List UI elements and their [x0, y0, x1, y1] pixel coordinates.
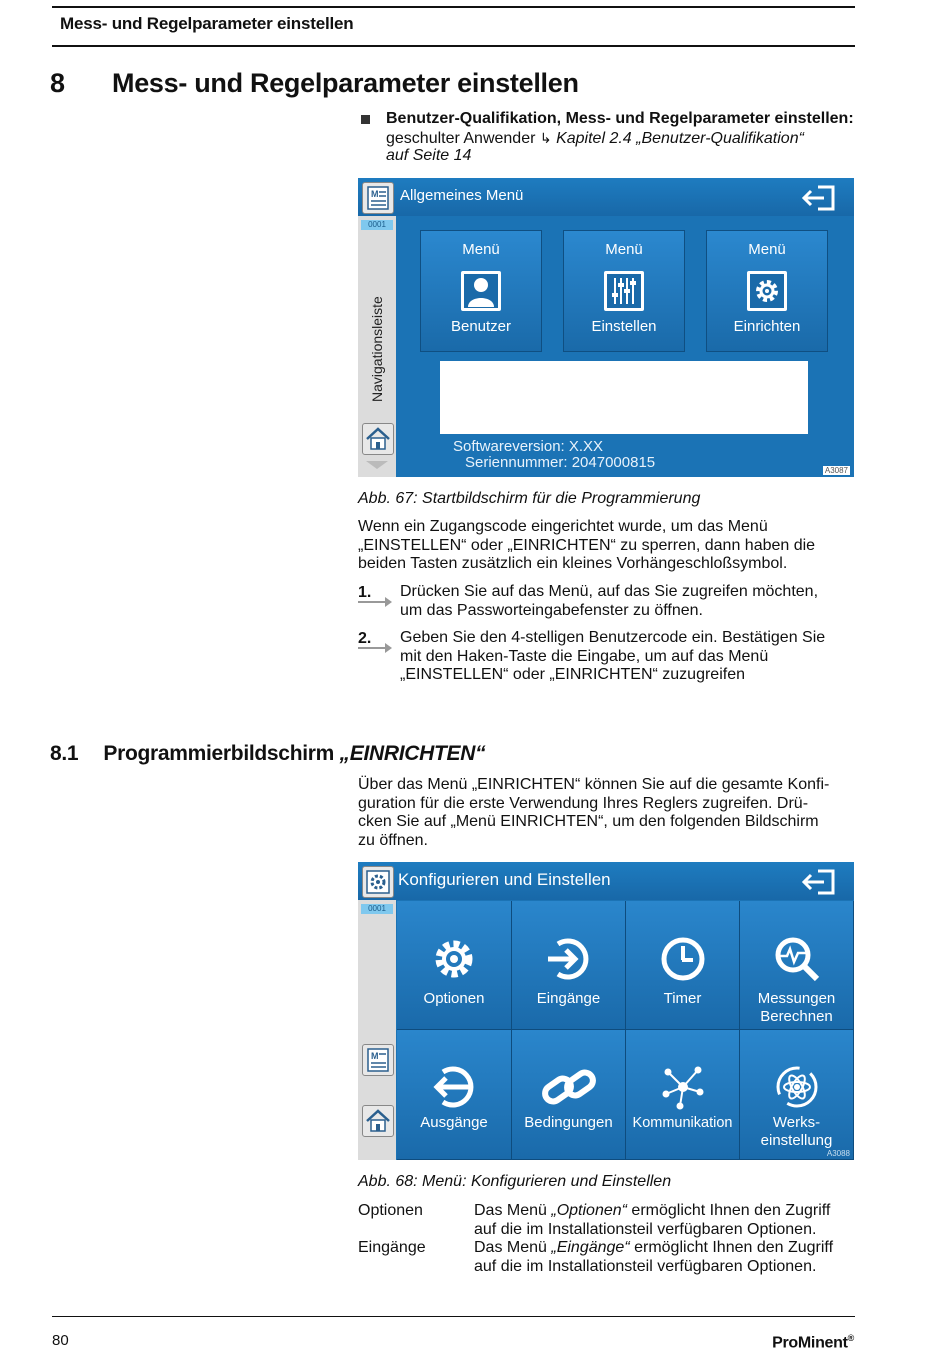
- gear-icon: [429, 934, 479, 989]
- bedingungen-label: Bedingungen: [524, 1114, 613, 1131]
- chain-link-icon: [541, 1062, 597, 1117]
- exit-icon[interactable]: [800, 868, 840, 901]
- settings-gear-icon[interactable]: [362, 866, 394, 898]
- messungen-tile[interactable]: [740, 901, 854, 1030]
- intro-line1: [386, 129, 804, 149]
- kommunikation-tile[interactable]: [626, 1030, 740, 1160]
- paragraph-line: cken Sie auf „Menü EINRICHTEN“, um den folgenden Bildschirm: [358, 813, 819, 830]
- kommunikation-label: Kommunikation: [632, 1115, 733, 1131]
- reference-arrow-icon: ↳: [539, 130, 552, 146]
- paragraph-line: Über das Menü „EINRICHTEN“ können Sie auf die gesamte Konfi-: [358, 776, 830, 793]
- header-top-rule: [52, 6, 855, 8]
- ausgaenge-label: Ausgänge: [420, 1114, 488, 1131]
- menu-benutzer-tile[interactable]: [420, 230, 542, 352]
- info-panel: [440, 361, 808, 434]
- section-title: Programmierbildschirm: [103, 742, 334, 765]
- paragraph-line: Wenn ein Zugangscode eingerichtet wurde, um das Menü: [358, 518, 768, 535]
- bedingungen-tile[interactable]: [512, 1030, 626, 1160]
- definition-text: [474, 1239, 833, 1276]
- einrichten-paragraph: [358, 776, 829, 850]
- section-title-emphasis: „EINRICHTEN“: [339, 742, 486, 765]
- scroll-down-icon[interactable]: [366, 461, 388, 469]
- step-line: um das Passworteingabefenster zu öffnen.: [400, 601, 703, 619]
- brand-name: ProMinent: [772, 1334, 848, 1352]
- figure-67-caption: Abb. 67: Startbildschirm für die Programmierung: [358, 490, 701, 507]
- tile-einrichten-label: Einrichten: [733, 318, 801, 335]
- paragraph-line: guration für die erste Verwendung Ihres Reglers zugreifen. Drü-: [358, 794, 809, 812]
- tile-menu-label: Menü: [748, 241, 786, 258]
- menu-list-icon[interactable]: [362, 1044, 394, 1076]
- definition-term: Eingänge: [358, 1239, 426, 1256]
- atom-reset-icon: [772, 1062, 822, 1117]
- optionen-label: Optionen: [423, 990, 485, 1007]
- section-heading: [50, 742, 485, 766]
- paragraph-line: zu öffnen.: [358, 831, 428, 849]
- definition-emphasis: „Optionen“: [551, 1202, 627, 1219]
- bullet-square: [361, 115, 370, 124]
- timer-label: Timer: [663, 990, 702, 1007]
- home-icon[interactable]: [362, 423, 394, 455]
- step-arrow-icon: [358, 647, 386, 649]
- step-line: Geben Sie den 4-stelligen Benutzercode ein. Bestätigen Sie: [400, 629, 826, 646]
- running-header: Mess- und Regelparameter einstellen: [60, 14, 354, 33]
- header-bottom-rule: [52, 45, 855, 47]
- home-icon[interactable]: [362, 1105, 394, 1137]
- section-number: 8.1: [50, 742, 79, 765]
- definition-term: Optionen: [358, 1202, 423, 1219]
- definition-prefix: Das Menü: [474, 1239, 552, 1256]
- step-line: mit den Haken-Taste die Eingabe, um auf das Menü: [400, 647, 769, 665]
- timer-tile[interactable]: [626, 901, 740, 1030]
- svg-text:M: M: [371, 1051, 379, 1061]
- menu-list-icon[interactable]: [362, 182, 394, 214]
- page-number: 80: [52, 1332, 69, 1349]
- definition-line2: auf die im Installationsteil verfügbaren Optionen.: [474, 1257, 817, 1275]
- figure-code: A3088: [826, 1149, 850, 1158]
- sliders-icon: [602, 269, 646, 318]
- werks-label: Werks-: [772, 1114, 821, 1131]
- tile-menu-label: Menü: [462, 241, 500, 258]
- intro-reference[interactable]: Kapitel 2.4 „Benutzer-Qualifikation“: [556, 130, 804, 147]
- intro-bold: Benutzer-Qualifikation, Mess- und Regelparameter einstellen:: [386, 110, 854, 127]
- step-2-text: [400, 629, 825, 685]
- navigation-bar-label: Navigationsleiste: [369, 296, 385, 402]
- intro-reference-page[interactable]: auf Seite 14: [386, 147, 472, 164]
- ausgaenge-tile[interactable]: [397, 1030, 512, 1160]
- serial-number: Seriennummer: 2047000815: [465, 454, 656, 471]
- clock-icon: [658, 934, 708, 989]
- paragraph-line: beiden Tasten zusätzlich ein kleines Vorhängeschloßsymbol.: [358, 555, 788, 572]
- exit-icon[interactable]: [800, 184, 840, 217]
- definition-emphasis: „Eingänge“: [551, 1239, 630, 1256]
- eingaenge-label: Eingänge: [536, 990, 601, 1007]
- network-icon: [658, 1062, 708, 1117]
- lock-paragraph: [358, 518, 815, 574]
- definition-prefix: Das Menü: [474, 1202, 552, 1219]
- eingaenge-tile[interactable]: [512, 901, 626, 1030]
- screen1-tag: 0001: [361, 220, 393, 230]
- step-line: Drücken Sie auf das Menü, auf das Sie zugreifen möchten,: [400, 583, 819, 600]
- screen1-title: Allgemeines Menü: [400, 187, 524, 204]
- chapter-title: Mess- und Regelparameter einstellen: [112, 68, 579, 98]
- tile-einstellen-label: Einstellen: [591, 318, 657, 335]
- figure-68-caption: Abb. 68: Menü: Konfigurieren und Einstellen: [358, 1173, 672, 1190]
- start-screen: [358, 178, 854, 477]
- output-arrow-icon: [429, 1062, 479, 1117]
- tile-menu-label: Menü: [605, 241, 643, 258]
- messungen-label: Messungen: [757, 990, 836, 1007]
- definition-text: [474, 1202, 830, 1239]
- step-1-text: [400, 583, 818, 620]
- figure-code: A3087: [824, 466, 848, 475]
- step-line: „EINSTELLEN“ oder „EINRICHTEN“ zuzugreifen: [400, 666, 745, 683]
- configure-screen: [358, 862, 854, 1160]
- footer-rule: [52, 1316, 855, 1317]
- screen2-title: Konfigurieren und Einstellen: [398, 870, 611, 889]
- menu-einrichten-tile[interactable]: [706, 230, 828, 352]
- screen2-tag: 0001: [361, 904, 393, 914]
- definition-line2: auf die im Installationsteil verfügbaren Optionen.: [474, 1220, 817, 1238]
- einstellung-label: einstellung: [760, 1132, 833, 1149]
- optionen-tile[interactable]: [397, 901, 512, 1030]
- gear-icon: [745, 269, 789, 318]
- svg-text:M: M: [371, 189, 379, 199]
- intro-qualification: geschulter Anwender: [386, 130, 536, 147]
- tile-benutzer-label: Benutzer: [450, 318, 512, 335]
- menu-einstellen-tile[interactable]: [563, 230, 685, 352]
- magnifier-pulse-icon: [772, 934, 822, 989]
- paragraph-line: „EINSTELLEN“ oder „EINRICHTEN“ zu sperren, dann haben die: [358, 536, 816, 554]
- input-arrow-icon: [544, 934, 594, 989]
- werkseinstellung-tile[interactable]: [740, 1030, 854, 1160]
- step-arrow-icon: [358, 601, 386, 603]
- definition-suffix: ermöglicht Ihnen den Zugriff: [629, 1239, 834, 1256]
- step-2-number: 2.: [358, 630, 372, 647]
- step-1-number: 1.: [358, 584, 372, 601]
- chapter-number: 8: [50, 68, 66, 98]
- berechnen-label: Berechnen: [760, 1008, 833, 1025]
- definition-suffix: ermöglicht Ihnen den Zugriff: [626, 1202, 831, 1219]
- user-icon: [459, 269, 503, 318]
- software-version: Softwareversion: X.XX: [453, 438, 604, 455]
- brand-logo: ProMinent®: [772, 1333, 854, 1352]
